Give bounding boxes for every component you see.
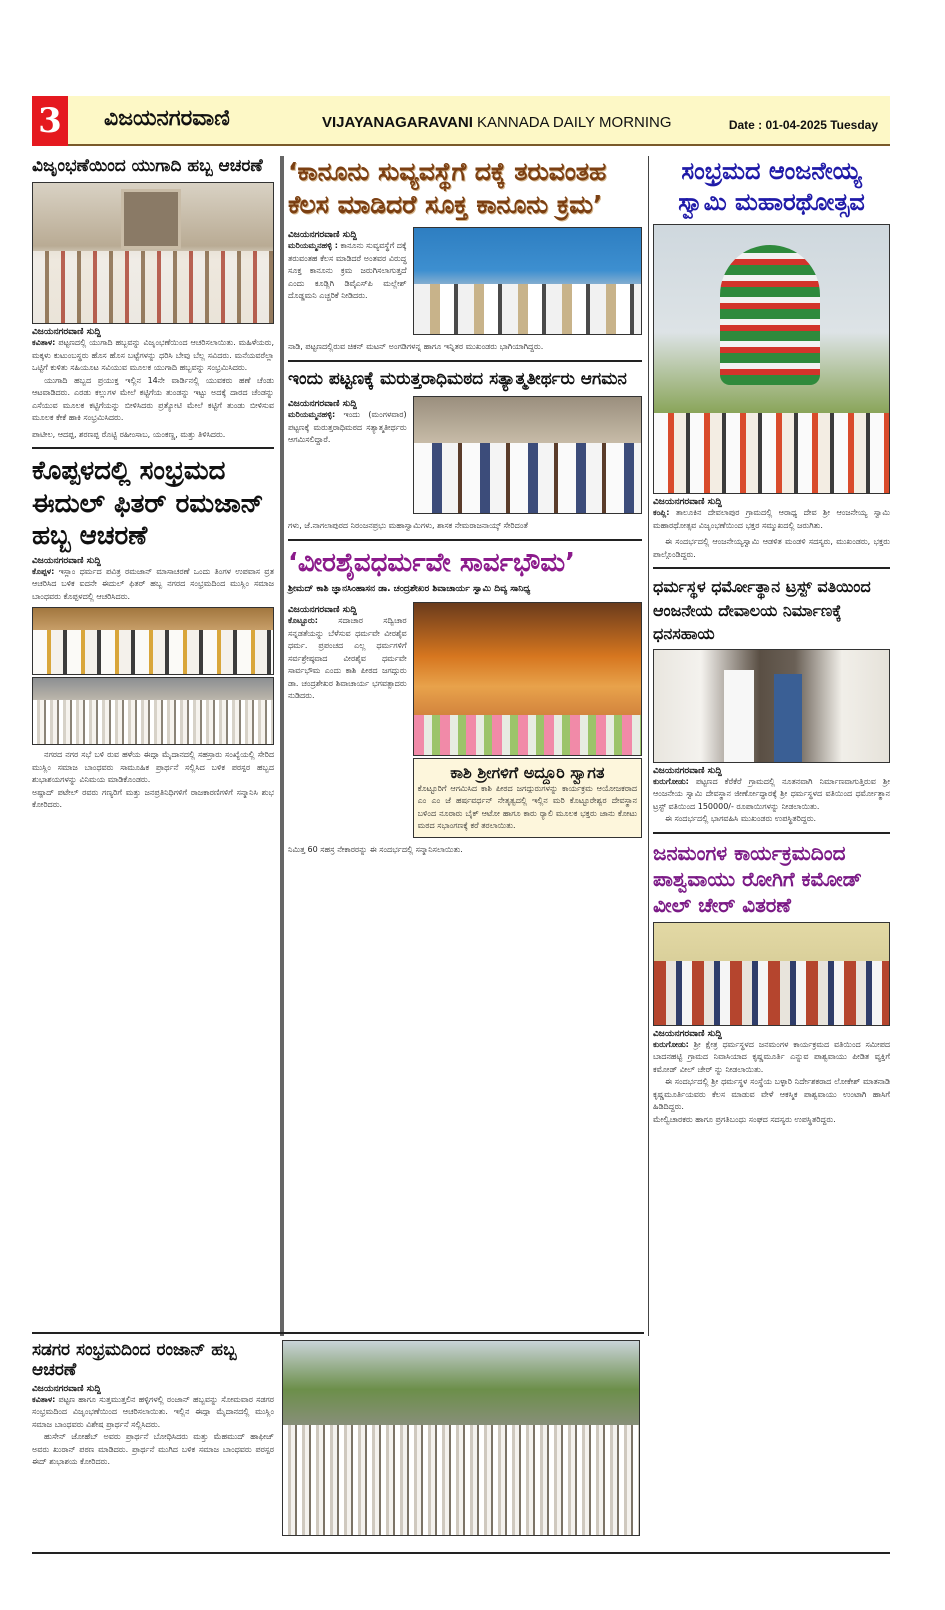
body-text: ಪಟ್ಟಣದಲ್ಲಿ ಯುಗಾದಿ ಹಬ್ಬವನ್ನು ವಿಜೃಂಭಣೆಯಿಂದ ಆಚರಿಸಲಾಯಿತು. ಮಹಿಳೆಯರು, ಮಕ್ಕಳು ಕುಟುಂಬಸ್ಥರು ಹೊಸ ಹೊಸ ಬಟ್ಟೆಗಳನ್ನು ಧರಿಸಿ ಬೇವು ಬೆಲ್ಲ ಸವಿದರು. ಮನೆಯವರೆಲ್ಲಾ ಒಟ್ಟಿಗೆ ಕುಳಿತು ಸಹಿಯೂಟ ಸವಿಯುವ ಮೂಲಕ ಯುಗಾದಿ ಹಬ್ಬವನ್ನು ಸಂಭ್ರಮಿಸಿದರು.: [32, 338, 275, 373]
person-white: [724, 670, 754, 763]
headline-satyatma: ಇಂದು ಪಟ್ಟಣಕ್ಕೆ ಮರುತ್ತರಾಧಿಮಠದ ಸತ್ಯಾತ್ಮತೀರ್ಥರು ಆಗಮನ: [288, 368, 627, 389]
body-text: ಶ್ರೀ ಕ್ಷೇತ್ರ ಧರ್ಮಸ್ಥಳದ ಜನಮಂಗಳ ಕಾರ್ಯಕ್ರಮದ ವತಿಯಿಂದ ಸಮೀಪದ ಬಾದನಹಟ್ಟಿ ಗ್ರಾಮದ ನಿವಾಸಿಯಾದ ಕೃಷ್ಣಮೂರ್ತಿ ಎನ್ನುವ ಪಾಶ್ವವಾಯು ಪೀಡಿತ ವ್ಯಕ್ತಿಗೆ ಕಮೋಡ್ ವೀಲ್ ಚೇರ್ ನ್ನು ನೀಡಲಾಯಿತು.: [653, 1039, 891, 1074]
article-law: [288, 156, 642, 354]
person-blue: [774, 674, 802, 763]
body-text: ತಾಲೂಕಿನ ದೇವಲಾಪುರ ಗ್ರಾಮದಲ್ಲಿ ಆರಾಧ್ಯ ದೇವ ಶ್ರೀ ಆಂಜನೇಯ್ಯ ಸ್ವಾಮಿ ಮಹಾರಥೋತ್ಸವ ವಿಜೃಂಭಣೆಯಿಂದ ಭಕ್ತರ ಸಮ್ಮುಖದಲ್ಲಿ ಜರುಗಿತು.: [653, 508, 890, 530]
article-dharmasthala: [653, 575, 890, 826]
photo-ugadi: [32, 182, 274, 324]
page-number: 3: [32, 96, 68, 146]
article-text: [288, 396, 407, 514]
article-tail: ಪಾಟೀಲ, ಆದಪ್ಪ, ಶರಣಪ್ಪ ರೊಟ್ಟಿ ರಹೀಂಸಾಬ, ಯಂಕಣ್ಣ, ಮತ್ತು ತಿಳಿಸಿದರು.: [32, 429, 226, 439]
article-body-2: ಈ ಸಂದರ್ಭದಲ್ಲಿ ಶ್ರೀ ಧರ್ಮಸ್ಥಳ ಸಂಸ್ಥೆಯ ಬಳ್ಳಾರಿ ನಿರ್ದೇಶಕರಾದ ಲೋಕೇಶ್ ಮಾತನಾಡಿ ಕೃಷ್ಣಮೂರ್ತಿಯವರು ಕೆಲಸ ಮಾಡುವ ವೇಳೆ ಆಕಸ್ಮಿಕ ಪಾಶ್ವವಾಯು ಉಂಟಾಗಿ ಹಾಸಿಗೆ ಹಿಡಿದಿದ್ದರು.: [653, 1077, 890, 1112]
article-janamangala: [653, 840, 890, 1127]
masthead-date: Date : 01-04-2025 Tuesday: [728, 118, 878, 132]
divider: [653, 567, 890, 569]
article-text: [32, 1340, 274, 1469]
byline: ವಿಜಯನಗರವಾಣಿ ಸುದ್ದಿ: [653, 765, 722, 776]
photo-felicitation: [32, 607, 274, 675]
photo-cheque-handover: [653, 649, 890, 763]
article-tail: ನಾಡಿ, ಪಟ್ಟಣದಲ್ಲಿರುವ ಚಿಕನ್ ಮಟನ್ ಅಂಗಡಿಗಳನ್ನ ಹಾಗೂ ಇನ್ನಿತರ ಮುಖಂಡರು ಭಾಗಿಯಾಗಿದ್ದರು.: [288, 342, 544, 351]
body-text: ಇಂದು (ಮಂಗಳವಾರ) ಪಟ್ಟಣಕ್ಕೆ ಮರುತ್ತರಾಧಿಮಠದ ಸತ್ಯಾತ್ಮತೀರ್ಥರು ಆಗಮಿಸಲಿದ್ದಾರೆ.: [288, 410, 407, 445]
masthead-subtitle: KANNADA DAILY MORNING: [477, 114, 672, 131]
left-column: [32, 156, 274, 812]
article-satyatma-body: [288, 396, 642, 514]
body-text: ಕಾನೂನು ಸುವ್ಯವಸ್ಥೆಗೆ ದಕ್ಕೆ ತರುವಂತಹ ಕೆಲಸ ಮಾಡಿದರೆ ಅಂತವರ ವಿರುದ್ಧ ಸೂಕ್ತ ಕಾನೂನು ಕ್ರಮ ಜರುಗಿಸಲಾಗುತ್ತದೆ ಎಂದು ಕೂಡ್ಲಿಗಿ ಡಿವೈಎಸ್‌ಪಿ ಮಲ್ಲೇಶ್ ದೊಡ್ಡಮನಿ ಎಚ್ಚರಿಕೆ ನೀಡಿದರು.: [288, 241, 407, 300]
article-tail: ಅಷ್ಪಾದ್ ಪಟೇಲ್ ರವರು ಗಣ್ಯರಿಗೆ ಮತ್ತು ಜನಪ್ರತಿನಿಧಿಗಳಿಗೆ ರಾಜಕಾರಣಿಗಳಿಗೆ ಸನ್ಮಾನಿಸಿ ಶುಭ ಕೋರಿದರು.: [32, 787, 274, 810]
crowd-praying: [283, 1425, 639, 1535]
dateline: ಕೊಪ್ಪಳ:: [32, 566, 55, 576]
headline-dharmasthala: ಧರ್ಮಸ್ಥಳ ಧರ್ಮೋತ್ಥಾನ ಟ್ರಸ್ಟ್ ವತಿಯಿಂದ ಆಂಜನೇಯ ದೇವಾಲಯ ನಿರ್ಮಾಣಕ್ಕೆ ಧನಸಹಾಯ: [653, 577, 871, 643]
headline-ugadi: ವಿಜೃಂಭಣೆಯಿಂದ ಯುಗಾದಿ ಹಬ್ಬ ಆಚರಣೆ: [32, 156, 263, 176]
article-body: [32, 1394, 274, 1432]
masthead-title-english: [322, 114, 672, 131]
article-anjaneya: [653, 156, 890, 561]
divider: [288, 539, 642, 541]
masthead: [32, 96, 890, 146]
body-text: ಪಟ್ಟಣ ಹಾಗೂ ಸುತ್ತಮುತ್ತಲಿನ ಹಳ್ಳಿಗಳಲ್ಲಿ ರಂಜಾನ್ ಹಬ್ಬವನ್ನು ಸೋಮವಾರ ಸಡಗರ ಸಂಭ್ರಮದಿಂದ ವಿಜೃಂಭಣೆಯಿಂದ ಆಚರಿಸಲಾಯಿತು. ಇಲ್ಲಿನ ಈದ್ಗಾ ಮೈದಾನದಲ್ಲಿ ಮುಸ್ಲಿಂ ಸಮಾಜ ಬಾಂಧವರು ವಿಶೇಷ ಪ್ರಾರ್ಥನೆ ಸಲ್ಲಿಸಿದರು.: [32, 1394, 274, 1429]
article-body: [32, 337, 274, 375]
photo-ramzan-prayer: [282, 1340, 640, 1536]
article-veerashaiva-body: [288, 602, 642, 837]
page-bottom-rule: [32, 1552, 890, 1554]
article-body-2: ಹುಸೇನ್ ಜೋಹೆಬ್ ಅವರು ಪ್ರಾರ್ಥನೆ ಬೋಧಿಸಿದರು ಮತ್ತು ಮೆಹಮುದ್ ಹಾಫೀಜ್ ಅವರು ಖುರಾನ್ ಪಠಣ ಮಾಡಿದರು. ಪ್ರಾರ್ಥನೆ ಮುಗಿದ ಬಳಿಕ ಸಮಾಜ ಬಾಂಧವರು ಪರಸ್ಪರ ಈದ್ ಶುಭಾಶಯ ಕೋರಿದರು.: [32, 1432, 274, 1467]
article-satyatma: [288, 368, 642, 533]
group-of-people: [33, 251, 273, 323]
byline: ವಿಜಯನಗರವಾಣಿ ಸುದ್ದಿ: [288, 399, 357, 410]
article-body: [653, 1039, 890, 1077]
article-tail: ಗಳು, ಜೆ.ನಾಗಲಾಪುರದ ನಿರಂಜನಪ್ರಭು ಮಹಾಸ್ವಾಮಿಗಳು, ಶಾಸಕ ನೇಮರಾಜನಾಯ್ಕ್ ಸೇರಿದಂತೆ: [288, 521, 528, 531]
dateline: ಮರಿಯಮ್ಮನಹಳ್ಳಿ:: [288, 410, 336, 420]
body-text: ಪಟ್ಟಣದ ಕೆರೆಕೆರೆ ಗ್ರಾಮದಲ್ಲಿ ನೂತನವಾಗಿ ನಿರ್ಮಾಣವಾಗುತ್ತಿರುವ ಶ್ರೀ ಆಂಜನೇಯ ಸ್ವಾಮಿ ದೇವಸ್ಥಾನ ಜೀರ್ಣೋದ್ಧಾರಕ್ಕೆ ಶ್ರೀ ಧರ್ಮಸ್ಥಳದ ವತಿಯಿಂದ ಧರ್ಮೋತ್ಥಾನ ಟ್ರಸ್ಟ್ ವತಿಯಿಂದ 150000/- ರೂಪಾಯಿಗಳನ್ನು ನೀಡಲಾಯಿತು.: [653, 776, 890, 811]
seated-officials: [414, 284, 641, 334]
crowd-praying: [33, 700, 273, 744]
crowd-of-devotees: [654, 413, 889, 493]
article-ugadi: [32, 156, 274, 441]
article-body: [653, 776, 890, 814]
article-body: [32, 566, 274, 604]
article-tail: ಮೇಲ್ವಿಚಾರಕರು ಹಾಗೂ ಪ್ರಗತಿಬಂಧು ಸಂಘದ ಸದಸ್ಯರು ಉಪಸ್ಥಿತರಿದ್ದರು.: [653, 1114, 836, 1124]
byline: ವಿಜಯನಗರವಾಣಿ ಸುದ್ದಿ: [288, 230, 357, 240]
masthead-title-kannada: ವಿಜಯನಗರವಾಣಿ: [104, 106, 230, 131]
photo-eidgah-prayer: [32, 677, 274, 745]
byline: ವಿಜಯನಗರವಾಣಿ ಸುದ್ದಿ: [32, 327, 101, 338]
divider: [288, 360, 642, 362]
article-text: [288, 602, 407, 837]
divider: [32, 447, 274, 449]
masthead-title-bold: VIJAYANAGARAVANI: [322, 114, 473, 131]
dateline: ಕೊಟ್ಟೂರು:: [288, 616, 318, 626]
newspaper-page: [32, 96, 890, 1556]
article-law-body: [288, 227, 642, 335]
subheadline: ಶ್ರೀಮದ್ ಕಾಶಿ ಜ್ಞಾನಸಿಂಹಾಸನ ಡಾ. ಚಂದ್ರಶೇಖರ ಶಿವಾಚಾರ್ಯ ಸ್ವಾಮಿ ದಿವ್ಯ ಸಾನಿಧ್ಯ: [288, 584, 531, 595]
dateline: ಕಂಪ್ಲಿ:: [653, 508, 670, 518]
headline-kashi-welcome: ಕಾಶಿ ಶ್ರೀಗಳಿಗೆ ಅದ್ದೂರಿ ಸ್ವಾಗತ: [450, 763, 605, 783]
dateline: ಮರಿಯಮ್ಮನಹಳ್ಳಿ :: [288, 241, 338, 250]
dateline: ಕುರುಗೋಡು:: [653, 1039, 689, 1049]
byline: ವಿಜಯನಗರವಾಣಿ ಸುದ್ದಿ: [653, 497, 722, 508]
article-text: [288, 227, 407, 335]
byline: ವಿಜಯನಗರವಾಣಿ ಸುದ್ದಿ: [32, 1383, 101, 1394]
article-body-2: ನಗರದ ನಗರ ಸಭೆ ಬಳಿ ರುವ ಹಳೆಯ ಈದ್ಗಾ ಮೈದಾನದಲ್ಲಿ ಸಹಸ್ರಾರು ಸಂಖ್ಯೆಯಲ್ಲಿ ಸೇರಿದ ಮುಸ್ಲಿಂ ಸಮಾಜ ಬಾಂಧವರು ಸಾಮೂಹಿಕ ಪ್ರಾರ್ಥನೆ ಸಲ್ಲಿಸಿದ ಬಳಿಕ ಪರಸ್ಪರ ಹಬ್ಬದ ಶುಭಾಶಯಗಳನ್ನು ವಿನಿಮಯ ಮಾಡಿಕೊಂಡರು.: [32, 750, 274, 785]
headline-anjaneya: ಸಂಭ್ರಮದ ಆಂಜನೇಯ್ಯ ಸ್ವಾಮಿ ಮಹಾರಥೋತ್ಸವ: [678, 157, 865, 217]
byline: ವಿಜಯನಗರವಾಣಿ ಸುದ್ದಿ: [653, 1028, 722, 1039]
photo-with-box: [413, 602, 642, 837]
article-body: [653, 507, 890, 532]
right-column: [648, 156, 890, 1336]
article-body: [288, 615, 407, 703]
byline: ವಿಜಯನಗರವಾಣಿ ಸುದ್ದಿ: [32, 555, 101, 566]
headline-law: ‘ಕಾನೂನು ಸುವ್ಯವಸ್ಥೆಗೆ ದಕ್ಕೆ ತರುವಂತಹ ಕೆಲಸ ಮಾಡಿದರೆ ಸೂಕ್ತ ಕಾನೂನು ಕ್ರಮ’: [288, 157, 607, 219]
headline-janamangala: ಜನಮಂಗಳ ಕಾರ್ಯಕ್ರಮದಿಂದ ಪಾಶ್ವವಾಯು ರೋಗಿಗೆ ಕಮೋಡ್ ವೀಲ್ ಚೇರ್ ವಿತರಣೆ: [653, 840, 862, 917]
temple-doorway: [121, 189, 181, 249]
article-tail: ನಿಮಿತ್ತ 60 ಸಹಸ್ರ ನೇಕಾರರನ್ನು ಈ ಸಂದರ್ಭದಲ್ಲಿ ಸನ್ಮಾನಿಸಲಾಯಿತು.: [288, 844, 463, 854]
photo-swamiji: [413, 602, 642, 756]
dateline: ಕವಿತಾಳ:: [32, 338, 56, 348]
dateline: ಕವಿತಾಳ:: [32, 1394, 56, 1404]
box-body: ಕೊಟ್ಟೂರಿಗೆ ಆಗಮಿಸಿದ ಕಾಶಿ ಪೀಠದ ಜಗದ್ಗುರುಗಳನ್ನು ಕಾರ್ಯಕ್ರಮ ಆಯೋಜಕರಾದ ಎಂ ಎಂ ಜೆ ಹರ್ಷವರ್ಧನ್ ನೇತೃತ್ವದಲ್ಲಿ ಇಲ್ಲಿನ ಮರಿ ಕೊಟ್ಟೂರೇಶ್ವರ ದೇವಸ್ಥಾನ ಬಳಿಂದ ನೂರಾರು ಬೈಕ್ ಆಟೋ ಹಾಗೂ ಕಾರು ರ‍್ಯಾಲಿ ಮೂಲಕ ಭಕ್ತರು ಜಾನು ಕೋಟು ಮಠದ ಸಭಾಂಗಣಕ್ಕೆ ಕರೆ ತರಲಾಯಿತು.: [417, 783, 637, 831]
flower-offerings: [414, 715, 641, 755]
body-text: ಇಸ್ಲಾಂ ಧರ್ಮದ ಪವಿತ್ರ ರಮಜಾನ್ ಮಾಸಾಚರಣೆ ಒಂದು ತಿಂಗಳ ಉಪವಾಸ ವ್ರತ ಆಚರಿಸಿದ ಬಳಿಕ ಐದನೇ ಈದುಲ್ ಫಿತರ್ ಹಬ್ಬ ನಗರದ ಸಂಭ್ರಮದಿಂದ ಮುಸ್ಲಿಂ ಸಮಾಜ ಬಾಂಧವರು ಕೊಪ್ಪಳದಲ್ಲಿ ಆಚರಿಸಿದರು.: [32, 566, 274, 601]
article-koppal: [32, 455, 274, 812]
headline-koppal: ಕೊಪ್ಪಳದಲ್ಲಿ ಸಂಭ್ರಮದ ಈದುಲ್ ಫಿತರ್ ರಮಜಾನ್ ಹಬ್ಬ ಆಚರಣೆ: [32, 456, 264, 552]
photo-police-meeting: [413, 227, 642, 335]
article-body-2: ಯುಗಾದಿ ಹಬ್ಬದ ಪ್ರಯುಕ್ತ ಇಲ್ಲಿನ 14ನೇ ವಾರ್ಡಿನಲ್ಲಿ ಯುವಕರು ಹಣೆ ಚೆಂಡು ಆಟವಾಡಿದರು. ಎರಡು ಕಲ್ಲುಗಳ ಮೇಲೆ ಕಟ್ಟಿಗೆಯ ತುಂಡನ್ನು ಇಟ್ಟು ಅದಕ್ಕೆ ದಾರದ ಚೆಂಡನ್ನು ಎಸೆಯುವ ಮೂಲಕ ಕಟ್ಟಿಗೆಯನ್ನು ಬೀಳಿಸಿದರು ಪ್ರತ್ಯೋಟಿ ಮೇಲೆ ಕಟ್ಟಿಗೆ ತುಂಡು ಬೀಳಿಸುವ ಮೂಲಕ ಕೇಕೆ ಹಾಕಿ ಸಂಭ್ರಮಿಸಿದರು.: [32, 375, 274, 423]
divider: [653, 832, 890, 834]
middle-column: [280, 156, 642, 1336]
decorated-chariot: [720, 245, 820, 385]
article-veerashaiva: [288, 547, 642, 856]
article-body: [288, 240, 407, 303]
photo-chariot-festival: [653, 224, 890, 494]
photo-dignitaries: [413, 396, 642, 514]
photo-wheelchair-distribution: [653, 922, 890, 1026]
article-body: [288, 409, 407, 447]
recipients-and-volunteers: [654, 961, 889, 1025]
kashi-welcome-box: [413, 758, 642, 837]
article-tail: ಈ ಸಂದರ್ಭದಲ್ಲಿ ಆಂಜನೇಯ್ಯಸ್ವಾಮಿ ಆಡಳಿತ ಮಂಡಳಿ ಸದಸ್ಯರು, ಮುಖಂಡರು, ಭಕ್ತರು ಪಾಲ್ಗೊಂಡಿದ್ದರು.: [653, 537, 890, 559]
dateline: ಕುರುಗೋಡು:: [653, 776, 689, 786]
byline: ವಿಜಯನಗರವಾಣಿ ಸುದ್ದಿ: [288, 605, 357, 616]
headline-sadagar: ಸಡಗರ ಸಂಭ್ರಮದಿಂದ ರಂಜಾನ್ ಹಬ್ಬ ಆಚರಣೆ: [32, 1340, 237, 1381]
honored-guests: [33, 630, 273, 674]
article-tail: ಈ ಸಂದರ್ಭದಲ್ಲಿ ಭಾಗವಹಿಸಿ ಮುಖಂಡರು ಉಪಸ್ಥಿತರಿದ್ದರು.: [665, 814, 817, 824]
body-text: ಸದಾಚಾರ ಸದ್ವಿಚಾರ ಸನ್ನಡತೆಯನ್ನು ಬೆಳೆಸುವ ಧರ್ಮವೇ ವೀರಶೈವ ಧರ್ಮ. ಪ್ರಪಂಚದ ಎಲ್ಲ ಧರ್ಮಗಳಿಗೆ ಸರ್ವಶ್ರೇಷ್ಠವಾದ ವೀರಶೈವ ಧರ್ಮವೇ ಸಾರ್ವಭೌಮ ಎಂದು ಕಾಶಿ ಪೀಠದ ಜಗದ್ಗುರು ಡಾ. ಚಂದ್ರಶೇಖರ ಶಿವಾಚಾರ್ಯ ಭಗವತ್ಪಾದರು ನುಡಿದರು.: [288, 616, 407, 701]
group-standing: [414, 443, 641, 513]
headline-veerashaiva: ‘ವೀರಶೈವಧರ್ಮವೇ ಸಾರ್ವಭೌಮ’: [288, 547, 576, 578]
article-sadagar: [32, 1332, 644, 1542]
